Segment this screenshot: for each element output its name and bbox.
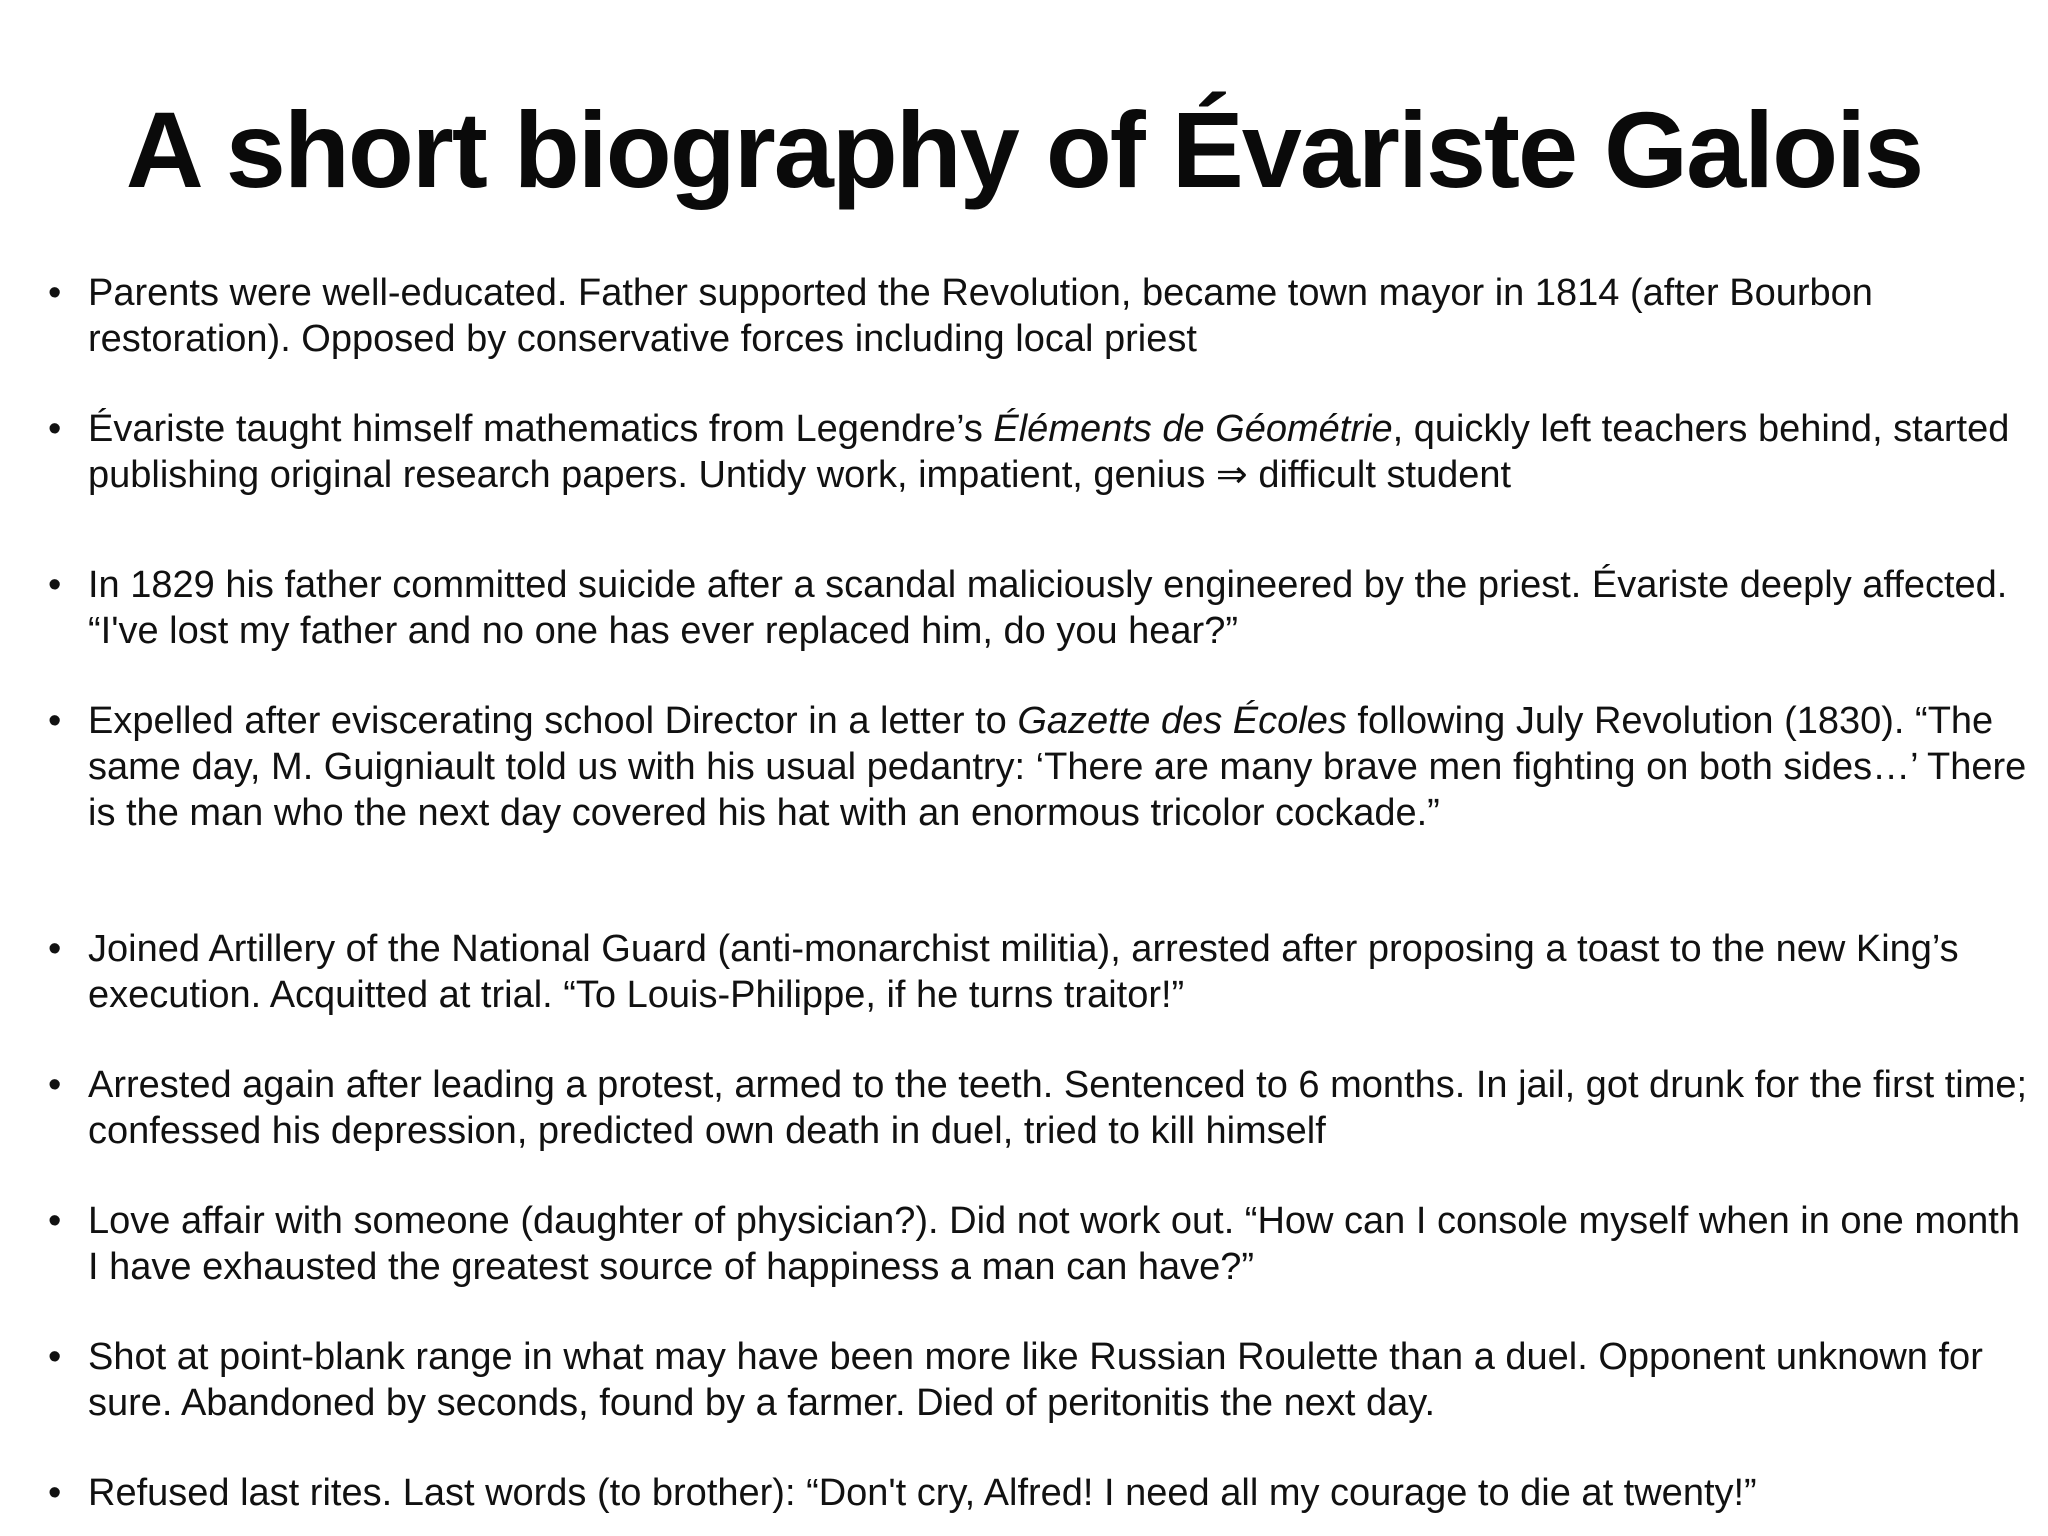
bullet-text-before: Expelled after eviscerating school Director in a letter to xyxy=(88,700,1018,742)
bullet-text: In 1829 his father committed suicide after a scandal maliciously engineered by the priest. Évariste deeply affected. “I've lost my father and no one has ever replaced him, do you hear?” xyxy=(88,564,2008,652)
bullet-text xyxy=(88,698,2038,836)
bullet-marker: • xyxy=(48,1064,62,1106)
bullet-text: Joined Artillery of the National Guard (anti-monarchist militia), arrested after proposing a toast to the new King’s execution. Acquitted at trial. “To Louis-Philippe, if he turns traitor!” xyxy=(88,928,1959,1016)
bullet-marker: • xyxy=(48,1200,62,1242)
bullet-text-after: , quickly left teachers behind, started publishing original research papers. Untidy work, impatient, genius ⇒ difficult student xyxy=(88,408,2010,496)
bullet-text: Love affair with someone (daughter of physician?). Did not work out. “How can I console myself when in one month I have exhausted the greatest source of happiness a man can have?” xyxy=(88,1200,2020,1288)
bullet-text xyxy=(88,406,2038,498)
bullet-text-after: following July Revolution (1830). “The same day, M. Guigniault told us with his usual pedantry: ‘There are many brave men fighting on both sides…’ There is the man who the next day covered his hat with an enormous tricolor cockade.” xyxy=(88,700,2027,834)
bullet-marker: • xyxy=(48,408,62,450)
bullet-text: Refused last rites. Last words (to brother): “Don't cry, Alfred! I need all my courage to die at twenty!” xyxy=(88,1472,1757,1514)
bullet-marker: • xyxy=(48,928,62,970)
bullet-marker: • xyxy=(48,700,62,742)
bullet-text: Parents were well-educated. Father supported the Revolution, became town mayor in 1814 (after Bourbon restoration). Opposed by conservative forces including local priest xyxy=(88,272,1873,360)
newspaper-title: Gazette des Écoles xyxy=(1017,700,1347,742)
bullet-marker: • xyxy=(48,1472,62,1514)
bullet-text: Shot at point-blank range in what may have been more like Russian Roulette than a duel. Opponent unknown for sure. Abandoned by seconds, found by a farmer. Died of peritonitis the next day. xyxy=(88,1336,1983,1424)
bullet-text: Arrested again after leading a protest, armed to the teeth. Sentenced to 6 months. In jail, got drunk for the first time; confessed his depression, predicted own death in duel, tried to kill himself xyxy=(88,1064,2028,1152)
book-title-elements: Éléments de Géométrie xyxy=(993,408,1393,450)
bullet-marker: • xyxy=(48,272,62,314)
bullet-text-before: Évariste taught himself mathematics from Legendre’s xyxy=(88,408,994,450)
bullet-marker: • xyxy=(48,564,62,606)
slide-title: A short biography of Évariste Galois xyxy=(125,89,1923,210)
bullet-marker: • xyxy=(48,1336,62,1378)
